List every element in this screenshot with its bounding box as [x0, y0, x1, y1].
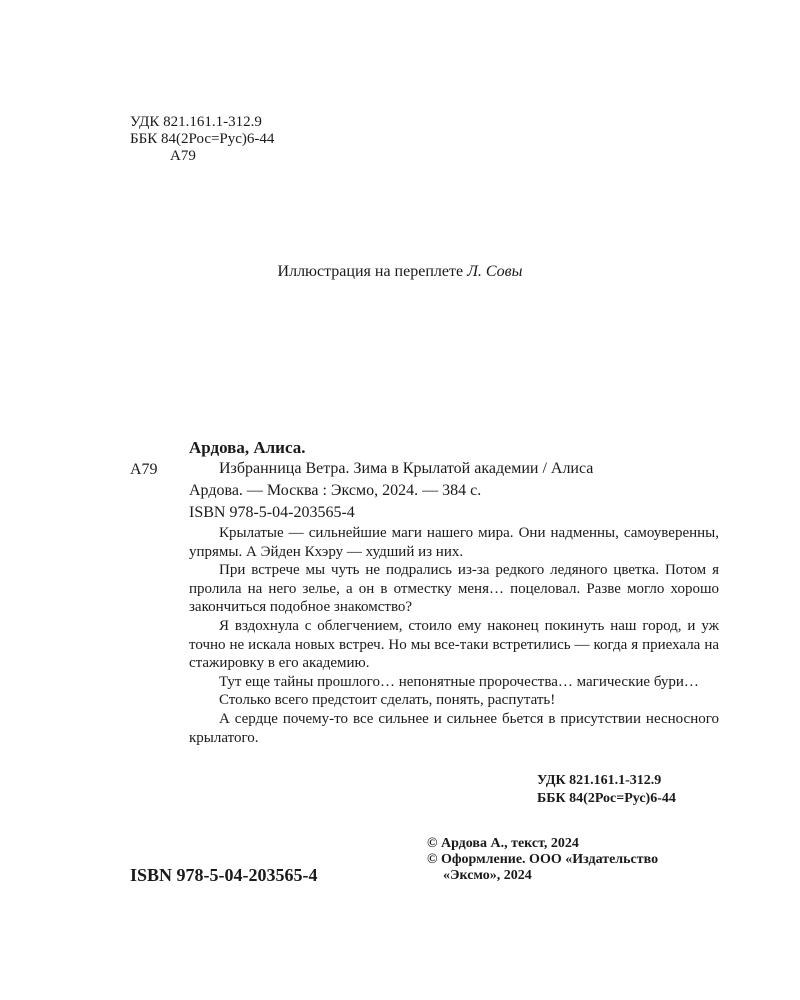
bib-author: Ардова, Алиса.: [189, 438, 306, 457]
copyright-text: © Ардова А., текст, 2024: [427, 836, 579, 851]
bib-title-line2: Ардова. — Москва : Эксмо, 2024. — 384 с.: [189, 482, 482, 499]
annotation: [189, 524, 719, 747]
bbk-code: ББК 84(2Рос=Рус)6-44: [130, 131, 275, 147]
annotation-paragraph: Столько всего предстоит сделать, понять, распутать!: [219, 692, 556, 709]
illustration-credit: [0, 263, 800, 281]
author-mark: А79: [170, 148, 196, 164]
bib-title-line1: Избранница Ветра. Зима в Крылатой академии / Алиса: [219, 460, 594, 477]
isbn-footer: ISBN 978-5-04-203565-4: [130, 865, 318, 885]
bib-code: А79: [130, 461, 158, 478]
copyright-block: [427, 836, 727, 884]
bib-title: [189, 458, 729, 502]
annotation-paragraph: Тут еще тайны прошлого… непонятные пророчества… магические бури…: [219, 673, 699, 690]
copyright-design: © Оформление. ООО «Издательство: [427, 852, 659, 867]
annotation-paragraph: А сердце почему-то все сильнее и сильнее бьется в присутствии несносного крылатого.: [189, 710, 719, 746]
udk-block-top: [130, 114, 274, 165]
udk-code-bottom: УДК 821.161.1-312.9: [537, 773, 662, 788]
annotation-paragraph: Я вздохнула с облегчением, стоило ему наконец покинуть наш город, и уж точно не искала новых встреч. Но мы все-таки встретились — когда я приехала на стажировку в его академию.: [189, 617, 719, 672]
udk-block-bottom: [537, 772, 676, 808]
annotation-paragraph: При встрече мы чуть не подрались из-за редкого ледяного цветка. Потом я пролила на него зелье, а он в отместку меня… поцеловал. Разве могло хорошо закончиться подобное знакомство?: [189, 562, 719, 616]
illustration-label: Иллюстрация на переплете: [277, 263, 464, 280]
bib-isbn: ISBN 978-5-04-203565-4: [189, 504, 355, 521]
illustration-artist: Л. Совы: [467, 263, 523, 280]
copyright-publisher: «Эксмо», 2024: [443, 868, 532, 883]
annotation-paragraph: Крылатые — сильнейшие маги нашего мира. Они надменны, самоуверенны, упрямы. А Эйден Кхэру — худший из них.: [189, 525, 719, 560]
udk-code: УДК 821.161.1-312.9: [130, 114, 262, 130]
bbk-code-bottom: ББК 84(2Рос=Рус)6-44: [537, 791, 676, 806]
